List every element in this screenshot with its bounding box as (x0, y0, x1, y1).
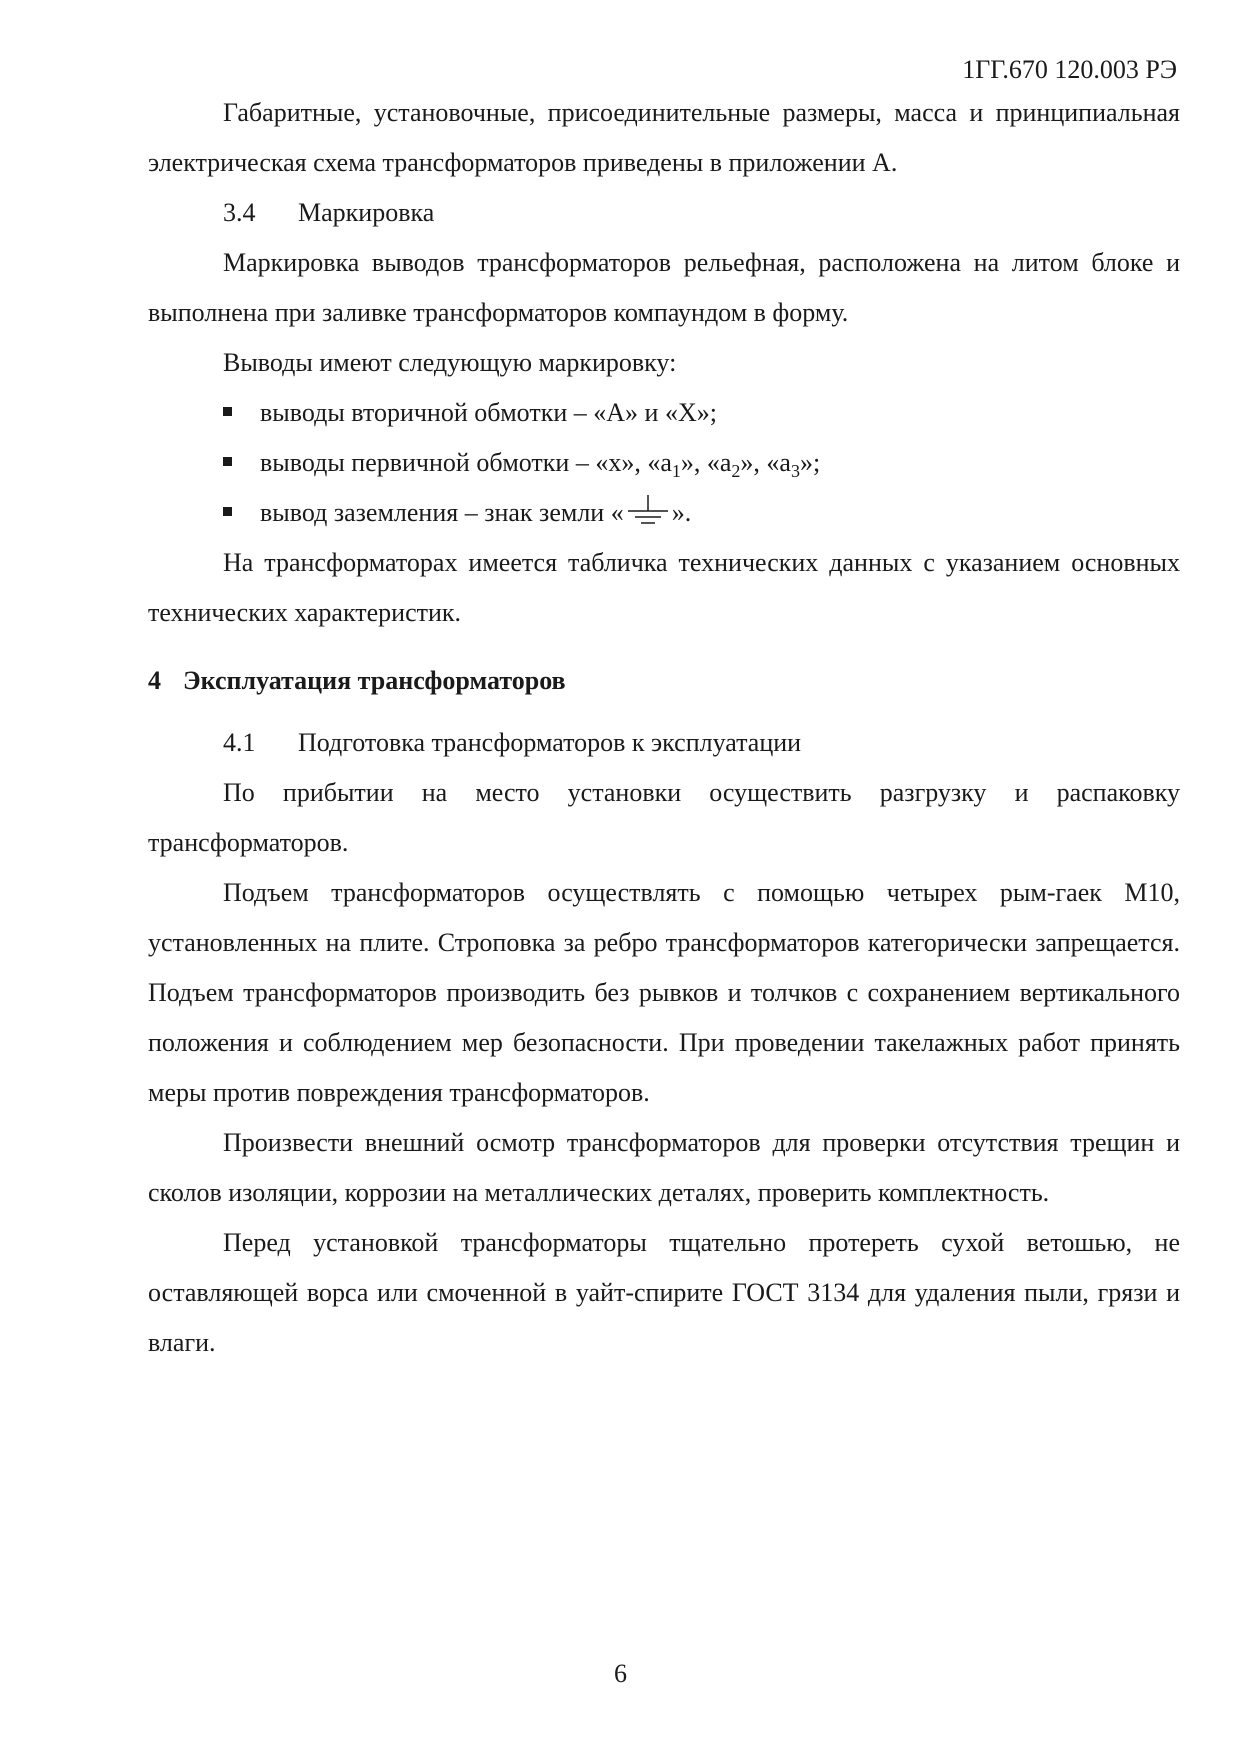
marking-paragraph: Маркировка выводов трансформаторов рельефная, расположена на литом блоке и выполнена при заливке трансформаторов компаундом в форму. (148, 248, 1180, 327)
section-4-1-title: Подготовка трансформаторов к эксплуатации (298, 728, 802, 757)
section-3-4-heading (148, 188, 1180, 238)
section-4-heading (148, 638, 1180, 718)
section-3-4-title: Маркировка (298, 198, 435, 227)
page-content (148, 88, 1180, 1368)
outputs-intro: Выводы имеют следующую маркировку: (223, 348, 677, 377)
clean-paragraph: Перед установкой трансформаторы тщательно протереть сухой ветошью, не оставляющей ворса или смоченной в уайт-спирите ГОСТ 3134 для удаления пыли, грязи и влаги. (148, 1228, 1180, 1357)
section-4-1-number: 4.1 (223, 728, 256, 757)
list-item (148, 488, 1180, 538)
intro-paragraph: Габаритные, установочные, присоединительные размеры, масса и принципиальная электрическая схема трансформаторов приведены в приложении А. (148, 98, 1180, 177)
bullet-square-icon (223, 457, 232, 466)
bullet-text-primary: выводы первичной обмотки – «х», «$а_1$», «$а_2$», «$а_3$»; (260, 448, 821, 482)
marking-list (148, 388, 1180, 538)
section-3-4-number: 3.4 (223, 198, 256, 227)
nameplate-paragraph: На трансформаторах имеется табличка технических данных с указанием основных технических характеристик. (148, 548, 1180, 627)
bullet-text-secondary: выводы вторичной обмотки – «А» и «Х»; (260, 398, 717, 427)
section-4-title: Эксплуатация трансформаторов (183, 666, 566, 695)
bullet-square-icon (223, 407, 232, 416)
inspect-paragraph: Произвести внешний осмотр трансформаторов для проверки отсутствия трещин и сколов изоляции, коррозии на металлических деталях, проверить комплектность. (148, 1128, 1180, 1207)
bullet-text-ground: вывод заземления – знак земли « ». (260, 498, 691, 527)
section-4-number: 4 (148, 666, 161, 695)
list-item (148, 438, 1180, 488)
page-number: 6 (614, 1659, 627, 1688)
list-item (148, 388, 1180, 438)
lift-paragraph: Подъем трансформаторов осуществлять с помощью четырех рым-гаек М10, установленных на плите. Строповка за ребро трансформаторов категорически запрещается. Подъем трансформаторов производить без рывков и толчков с сохранением вертикального положения и соблюдением мер безопасности. При проведении такелажных работ принять меры против повреждения трансформаторов. (148, 878, 1180, 1107)
document-code: 1ГГ.670 120.003 РЭ (962, 55, 1177, 84)
unload-paragraph: По прибытии на место установки осуществить разгрузку и распаковку трансформаторов. (148, 778, 1180, 857)
ground-icon (626, 495, 670, 525)
bullet-square-icon (223, 507, 232, 516)
section-4-1-heading (148, 718, 1180, 768)
